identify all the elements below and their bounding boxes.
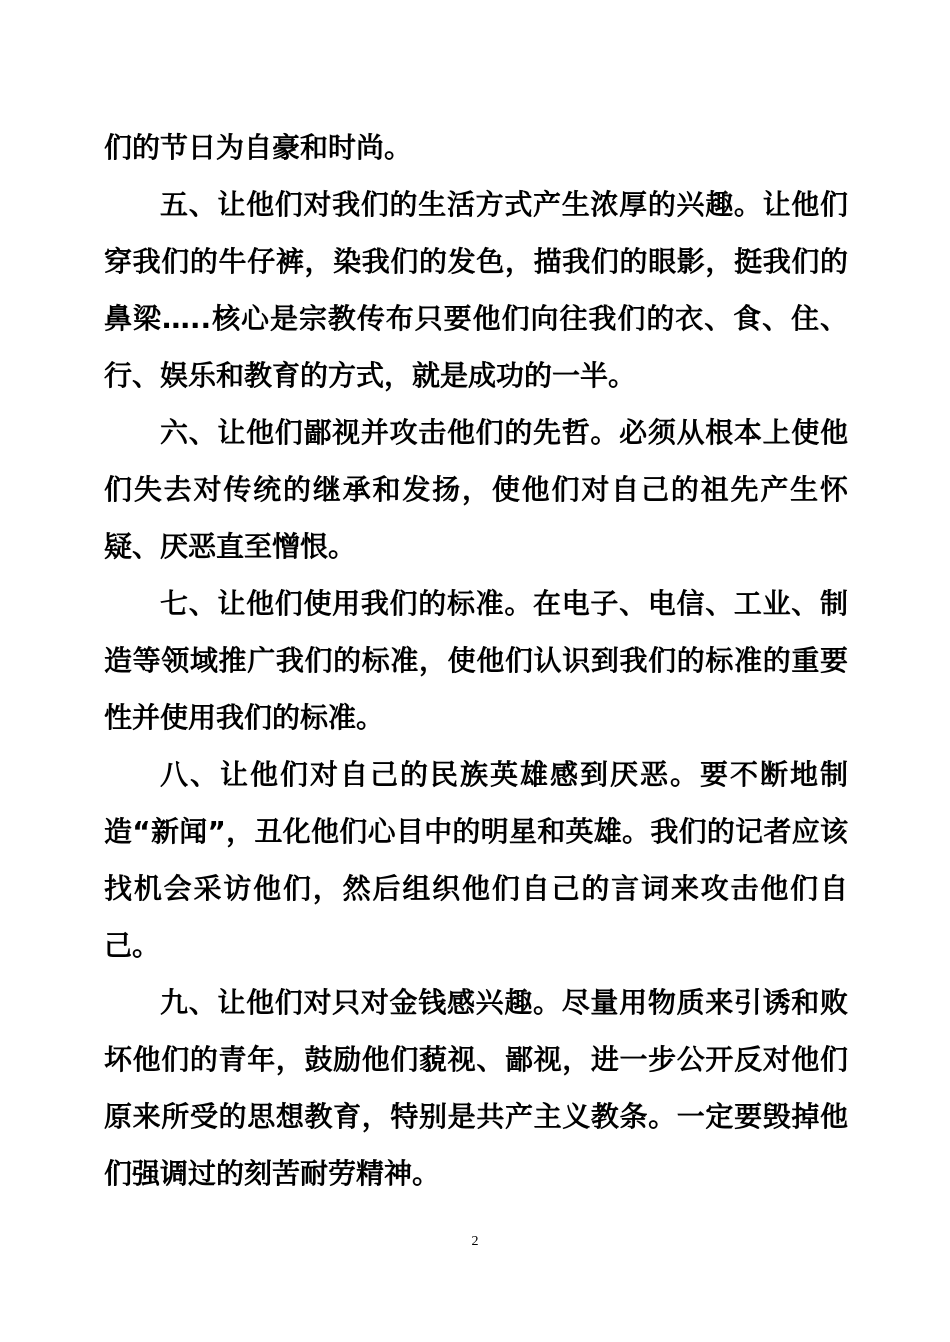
paragraph-item-8: 八、让他们对自己的民族英雄感到厌恶。要不断地制造“新闻”，丑化他们心目中的明星和英雄。我们的记者应该找机会采访他们，然后组织他们自己的言词来攻击他们自己。 (104, 758, 848, 962)
body-text (104, 119, 848, 1202)
paragraph-item-6: 六、让他们鄙视并攻击他们的先哲。必须从根本上使他们失去对传统的继承和发扬，使他们对自己的祖先产生怀疑、厌恶直至憎恨。 (104, 416, 848, 563)
paragraph-item-9: 九、让他们对只对金钱感兴趣。尽量用物质来引诱和败坏他们的青年，鼓励他们藐视、鄙视，进一步公开反对他们原来所受的思想教育，特别是共产主义教条。一定要毁掉他们强调过的刻苦耐劳精神。 (104, 986, 848, 1190)
paragraph-continuation: 们的节日为自豪和时尚。 (104, 131, 413, 164)
paragraph-item-7: 七、让他们使用我们的标准。在电子、电信、工业、制造等领域推广我们的标准，使他们认识到我们的标准的重要性并使用我们的标准。 (104, 587, 848, 734)
paragraph-item-5: 五、让他们对我们的生活方式产生浓厚的兴趣。让他们穿我们的牛仔裤，染我们的发色，描我们的眼影，挺我们的鼻梁…..核心是宗教传布只要他们向往我们的衣、食、住、行、娱乐和教育的方式，就是成功的一半。 (104, 188, 848, 392)
page-number: 2 (471, 1234, 479, 1249)
